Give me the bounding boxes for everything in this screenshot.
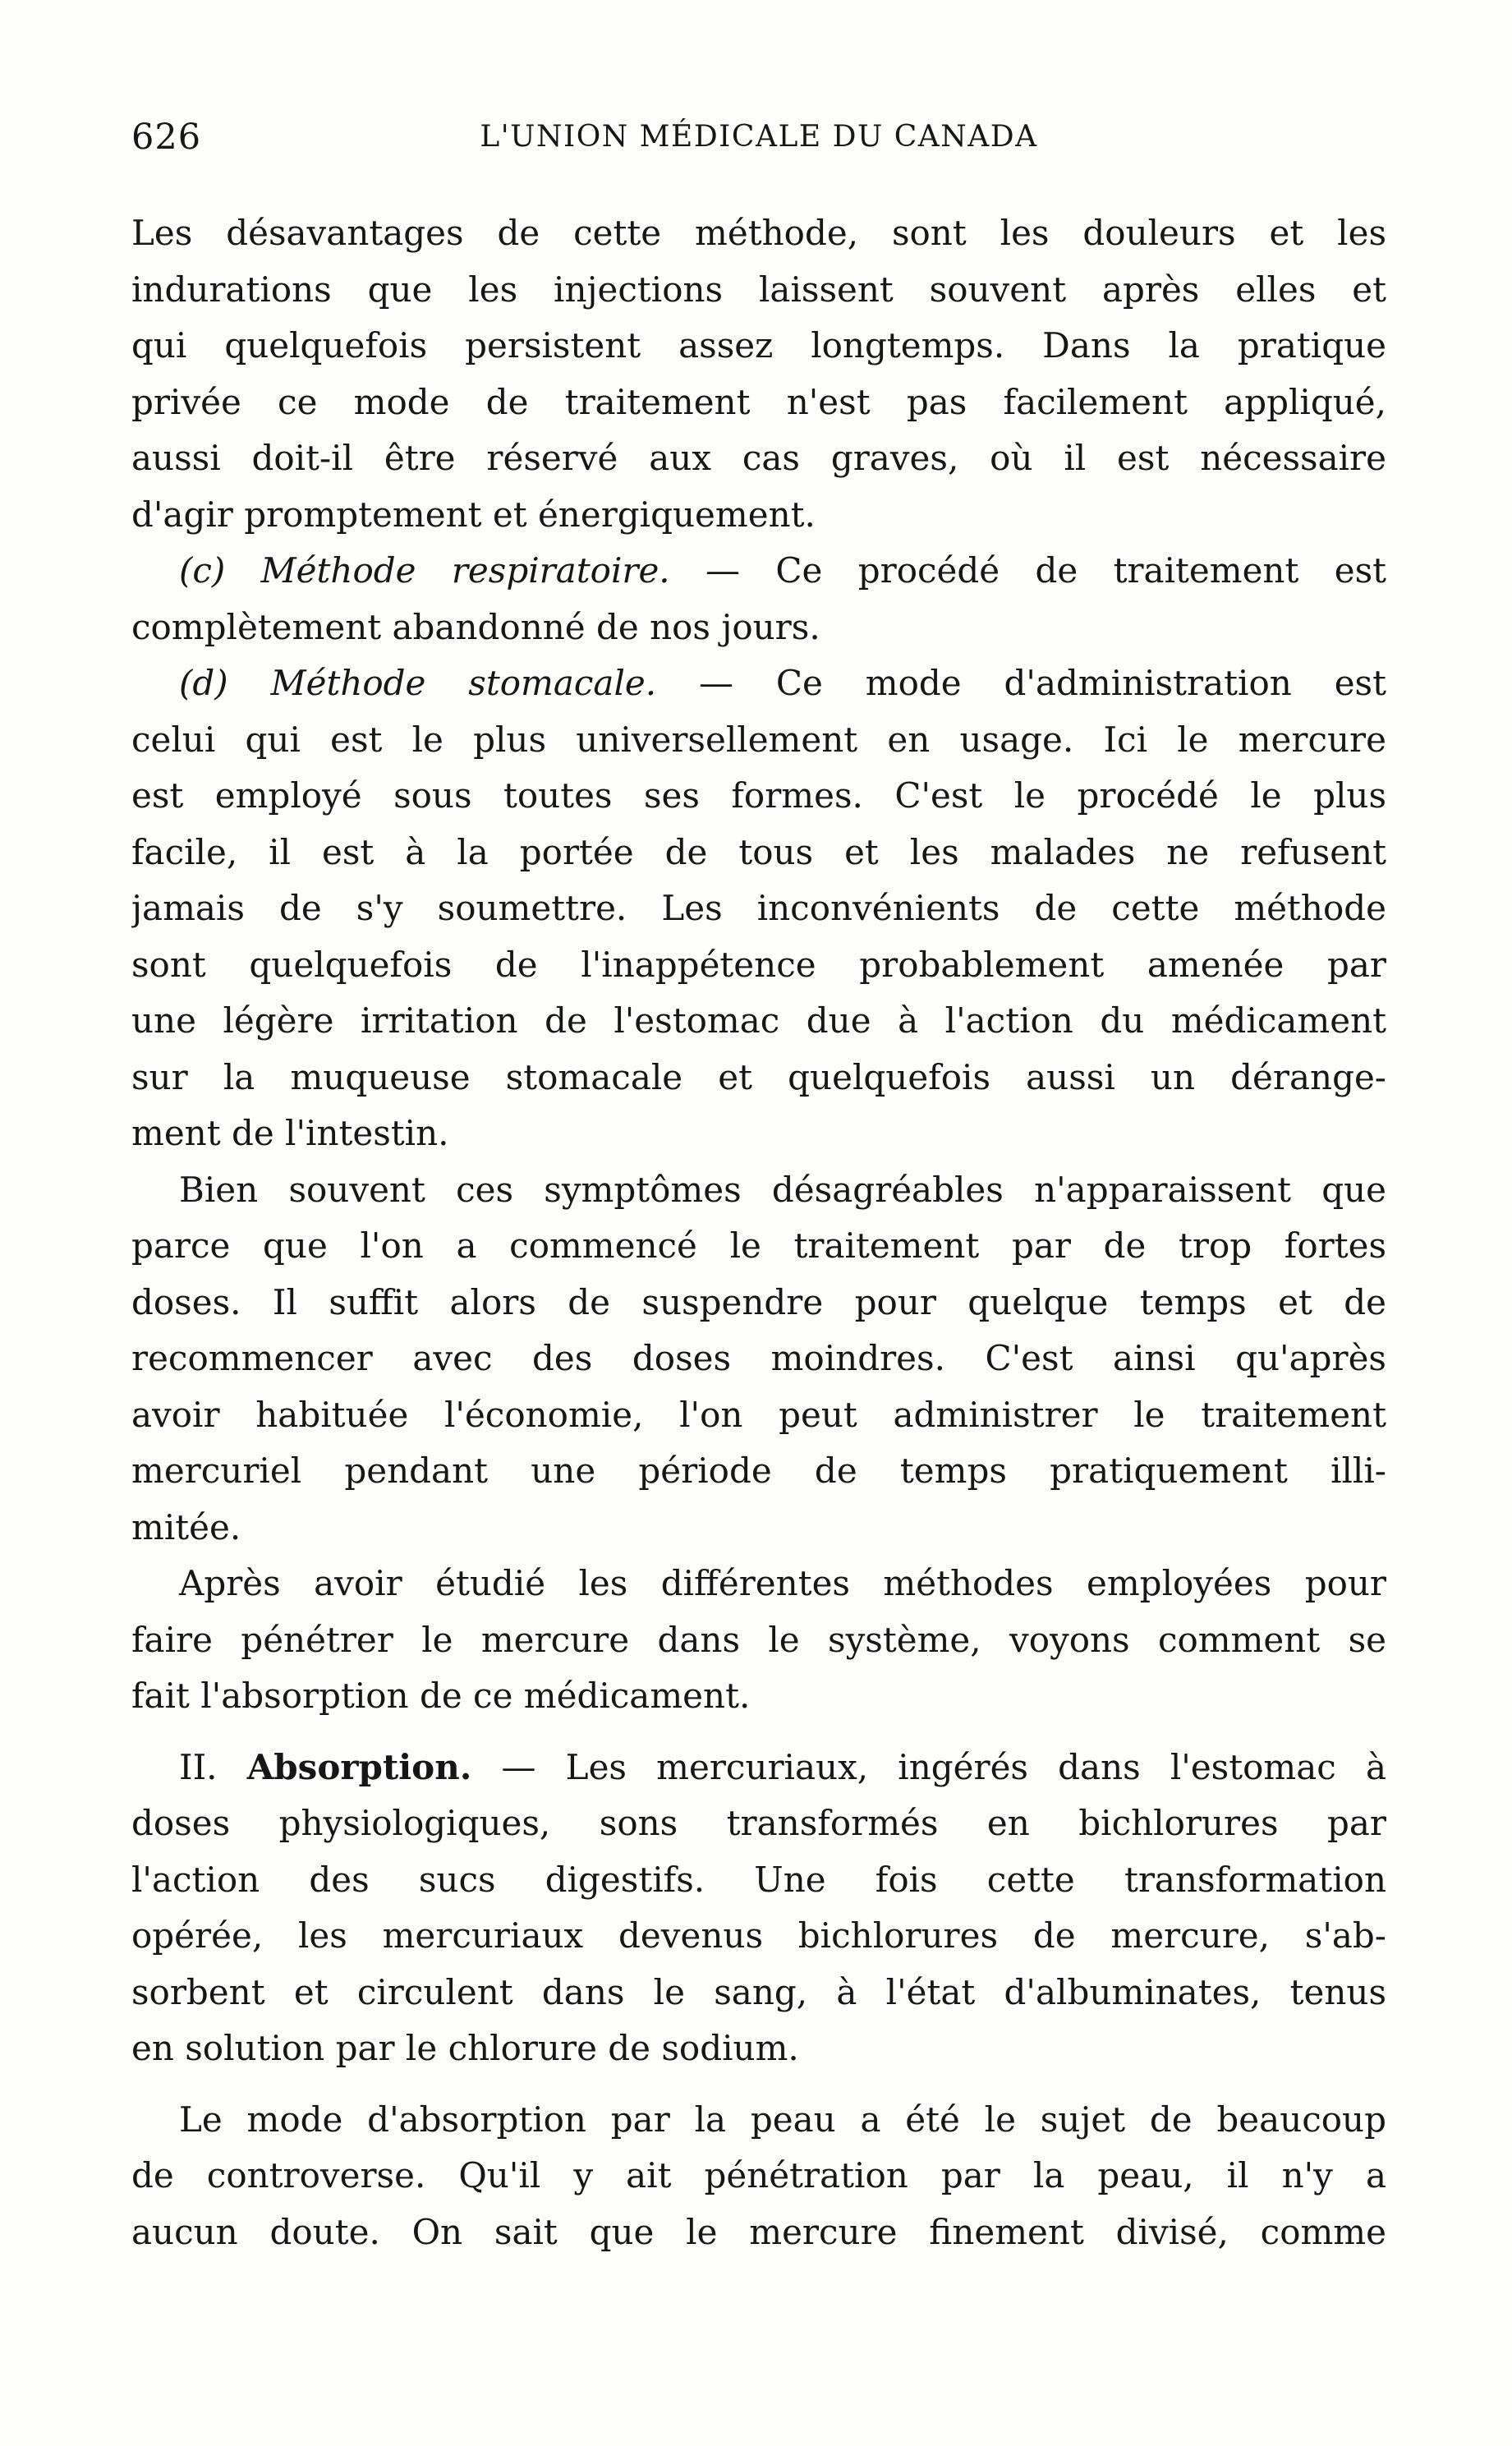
text-line: opérée, les mercuriaux devenus bichlorures de mercure, s'ab- [131,1915,1386,1956]
text-line: jamais de s'y soumettre. Les inconvénients de cette méthode [131,888,1386,928]
text-line: de controverse. Qu'il y ait pénétration par la peau, il n'y a [131,2155,1386,2195]
text-line: ment de l'intestin. [131,1113,449,1153]
text-line: parce que l'on a commencé le traitement par de trop fortes [131,1225,1386,1266]
text-line: faire pénétrer le mercure dans le système, voyons comment se [131,1619,1386,1660]
text-line: complètement abandonné de nos jours. [131,606,820,647]
text-line: privée ce mode de traitement n'est pas facilement appliqué, [131,381,1386,422]
section-label: (d) [179,663,228,703]
text-line: avoir habituée l'économie, l'on peut administrer le traitement [131,1394,1386,1435]
running-title: L'UNION MÉDICALE DU CANADA [480,120,1038,154]
text-run: — Les mercuriaux, ingérés dans l'estomac à [471,1746,1386,1787]
paragraph-absorption [131,1740,1386,2077]
text-line: indurations que les injections laissent souvent après elles et [131,269,1386,310]
text-line: qui quelquefois persistent assez longtemps. Dans la pratique [131,325,1386,366]
text-line: Après avoir étudié les différentes méthodes employées pour [179,1563,1386,1603]
paragraph-symptomes [131,1162,1386,1556]
text-line: d'agir promptement et énergiquement. [131,494,816,535]
paragraph-1 [131,205,1386,543]
text-line: aucun doute. On sait que le mercure finement divisé, comme [131,2211,1386,2252]
text-run: — Ce mode d'administration est [656,663,1386,703]
text-line: fait l'absorption de ce médicament. [131,1676,751,1716]
text-line: Les désavantages de cette méthode, sont les douleurs et les [131,213,1386,253]
section-heading: Méthode respiratoire. [260,550,670,591]
text-line [131,543,1386,600]
paragraph-absorption-peau [131,2092,1386,2261]
text-line [131,655,1386,712]
text-line: est employé sous toutes ses formes. C'est le procédé le plus [131,775,1386,816]
text-line: une légère irritation de l'estomac due à l'action du médicament [131,1000,1386,1041]
section-number: II. [179,1746,218,1787]
text-line: Bien souvent ces symptômes désagréables n'apparaissent que [179,1169,1386,1210]
text-line: doses. Il suffit alors de suspendre pour quelque temps et de [131,1281,1386,1322]
text-line: sont quelquefois de l'inappétence probablement amenée par [131,944,1386,985]
text-line: facile, il est à la portée de tous et les malades ne refusent [131,831,1386,872]
text-line: sorbent et circulent dans le sang, à l'état d'albuminates, tenus [131,1971,1386,2012]
paragraph-methode-respiratoire [131,543,1386,655]
text-line: Le mode d'absorption par la peau a été le sujet de beaucoup [179,2099,1386,2140]
section-label: (c) [179,550,226,591]
text-line [131,1740,1386,1796]
text-line: doses physiologiques, sons transformés en bichlorures par [131,1803,1386,1843]
text-line: aussi doit-il être réservé aux cas graves, où il est nécessaire [131,438,1386,478]
text-line: celui qui est le plus universellement en usage. Ici le mercure [131,719,1386,760]
text-line: recommencer avec des doses moindres. C'est ainsi qu'après [131,1338,1386,1378]
text-line: mitée. [131,1506,241,1547]
text-line: mercuriel pendant une période de temps pratiquement illi- [131,1451,1386,1491]
text-line: sur la muqueuse stomacale et quelquefois aussi un dérange- [131,1056,1386,1097]
page-header [131,108,1386,166]
text-run: — Ce procédé de traitement est [669,550,1386,591]
paragraph-transition [131,1556,1386,1725]
section-heading: Absorption. [246,1746,472,1787]
section-heading: Méthode stomacale. [270,663,657,703]
page-number: 626 [131,117,202,158]
text-line: en solution par le chlorure de sodium. [131,2028,799,2068]
paragraph-methode-stomacale [131,655,1386,1162]
text-line: l'action des sucs digestifs. Une fois cette transformation [131,1859,1386,1900]
body-text [131,205,1386,2260]
